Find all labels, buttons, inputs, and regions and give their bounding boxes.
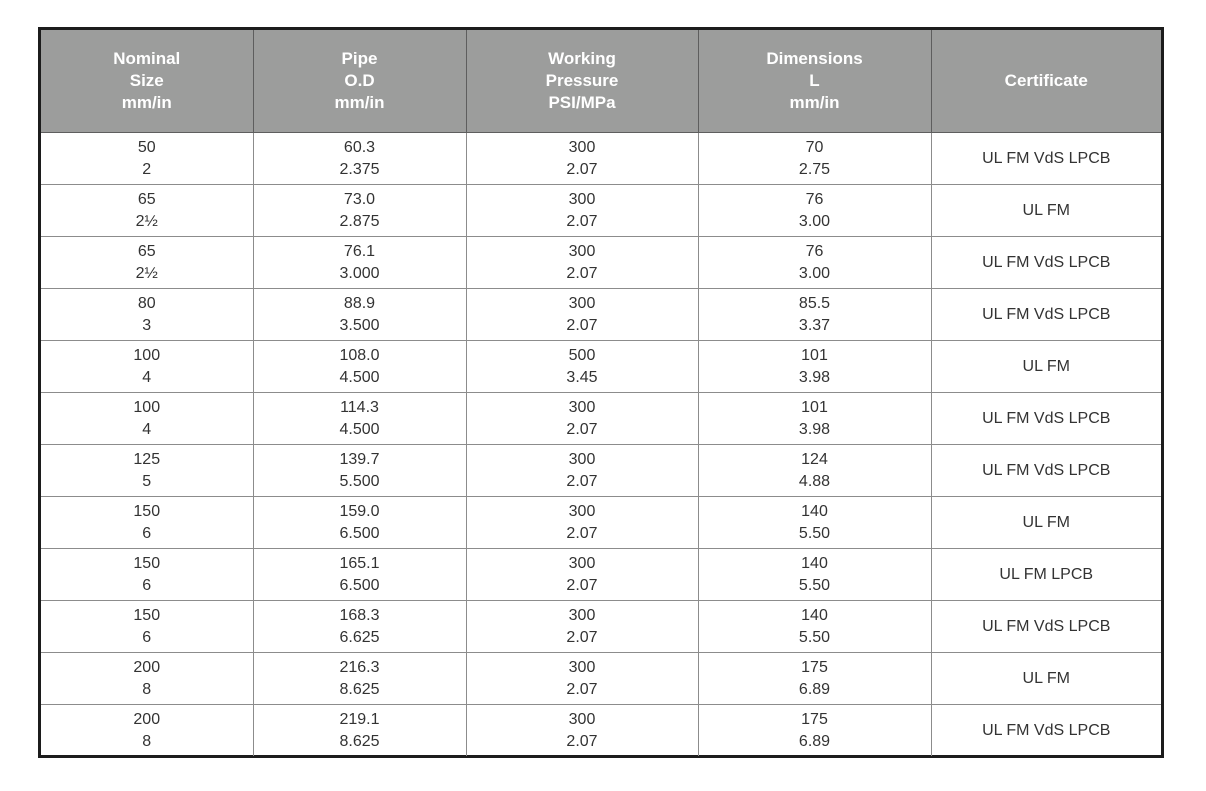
cell-working-pressure	[466, 653, 698, 705]
cell-working-pressure	[466, 601, 698, 653]
cell-nominal-size	[41, 497, 253, 549]
cell-working-pressure-mm: 300	[568, 138, 596, 156]
cell-working-pressure-in: 2.07	[566, 420, 598, 438]
cell-nominal-size-mm: 150	[133, 554, 161, 572]
cell-pipe-od	[253, 341, 466, 393]
cell-pipe-od-mm: 159.0	[339, 502, 380, 520]
cell-working-pressure-in: 2.07	[566, 160, 598, 178]
cell-working-pressure-in: 2.07	[566, 732, 598, 750]
cell-pipe-od-mm: 216.3	[339, 658, 380, 676]
cell-working-pressure-mm: 300	[568, 294, 596, 312]
cell-working-pressure-mm: 300	[568, 190, 596, 208]
cell-nominal-size-in: 6	[142, 524, 152, 542]
cell-working-pressure-in: 2.07	[566, 680, 598, 698]
cell-working-pressure	[466, 237, 698, 289]
header-row	[41, 30, 1161, 133]
cell-pipe-od	[253, 185, 466, 237]
specification-table-frame	[38, 27, 1164, 758]
cell-nominal-size	[41, 393, 253, 445]
table-row	[41, 393, 1161, 445]
cell-pipe-od-in: 2.875	[339, 212, 380, 230]
table-row	[41, 497, 1161, 549]
cell-pipe-od-in: 6.500	[339, 524, 380, 542]
cell-pipe-od	[253, 601, 466, 653]
cell-working-pressure-in: 2.07	[566, 472, 598, 490]
cell-pipe-od	[253, 237, 466, 289]
cell-working-pressure	[466, 341, 698, 393]
header-nominal-size-line-1: Nominal	[113, 49, 181, 68]
header-pipe-od-line-2: O.D	[344, 71, 375, 90]
cell-dimensions-in: 2.75	[798, 160, 831, 178]
cell-dimensions	[698, 289, 931, 341]
table-row	[41, 653, 1161, 705]
cell-dimensions	[698, 341, 931, 393]
table-row	[41, 237, 1161, 289]
cell-working-pressure-mm: 500	[568, 346, 596, 364]
header-nominal-size	[41, 30, 253, 133]
cell-working-pressure-mm: 300	[568, 502, 596, 520]
cell-nominal-size-mm: 65	[137, 242, 156, 260]
header-dimensions	[698, 30, 931, 133]
cell-dimensions-mm: 140	[801, 554, 828, 572]
cell-certificate: UL FM	[931, 653, 1161, 705]
cell-dimensions-in: 3.98	[798, 368, 831, 386]
cell-nominal-size	[41, 133, 253, 185]
cell-working-pressure-mm: 300	[568, 450, 596, 468]
header-dimensions-line-2: L	[809, 71, 820, 90]
cell-pipe-od-in: 6.500	[339, 576, 380, 594]
cell-working-pressure	[466, 549, 698, 601]
cell-nominal-size-in: 5	[142, 472, 152, 490]
cell-pipe-od-mm: 108.0	[339, 346, 380, 364]
table-row	[41, 133, 1161, 185]
cell-nominal-size-mm: 80	[137, 294, 156, 312]
cell-working-pressure	[466, 133, 698, 185]
header-dimensions-line-3: mm/in	[789, 93, 840, 112]
cell-pipe-od-mm: 73.0	[343, 190, 376, 208]
cell-pipe-od	[253, 393, 466, 445]
header-pipe-od	[253, 30, 466, 133]
cell-nominal-size-in: 8	[142, 732, 152, 750]
cell-working-pressure	[466, 185, 698, 237]
cell-pipe-od-mm: 165.1	[339, 554, 380, 572]
cell-certificate: UL FM	[931, 185, 1161, 237]
cell-nominal-size-mm: 200	[133, 658, 161, 676]
table-row	[41, 185, 1161, 237]
header-working-pressure-line-2: Pressure	[545, 71, 619, 90]
cell-certificate: UL FM VdS LPCB	[931, 601, 1161, 653]
cell-dimensions-in: 6.89	[798, 680, 831, 698]
cell-dimensions-in: 5.50	[798, 628, 831, 646]
cell-working-pressure-in: 3.45	[566, 368, 598, 386]
cell-nominal-size-mm: 100	[133, 346, 161, 364]
cell-nominal-size-in: 3	[142, 316, 152, 334]
specification-table	[41, 30, 1161, 756]
cell-nominal-size	[41, 549, 253, 601]
cell-dimensions	[698, 653, 931, 705]
cell-nominal-size-in: 6	[142, 576, 152, 594]
cell-dimensions-in: 3.37	[798, 316, 831, 334]
cell-nominal-size-mm: 150	[133, 502, 161, 520]
header-dimensions-line-1: Dimensions	[766, 49, 863, 68]
cell-pipe-od-mm: 219.1	[339, 710, 380, 728]
cell-dimensions	[698, 393, 931, 445]
cell-dimensions	[698, 133, 931, 185]
cell-pipe-od-mm: 88.9	[343, 294, 376, 312]
header-working-pressure-line-3: PSI/MPa	[548, 93, 616, 112]
cell-nominal-size	[41, 445, 253, 497]
cell-dimensions-in: 3.00	[798, 212, 831, 230]
cell-nominal-size-mm: 200	[133, 710, 161, 728]
table-row	[41, 289, 1161, 341]
cell-working-pressure	[466, 393, 698, 445]
cell-dimensions-in: 3.00	[798, 264, 831, 282]
cell-pipe-od-in: 3.500	[339, 316, 380, 334]
cell-pipe-od-mm: 114.3	[340, 398, 379, 416]
cell-nominal-size	[41, 289, 253, 341]
cell-pipe-od-mm: 76.1	[343, 242, 376, 260]
cell-pipe-od-in: 3.000	[339, 264, 380, 282]
header-pipe-od-line-1: Pipe	[341, 49, 378, 68]
cell-pipe-od	[253, 653, 466, 705]
cell-working-pressure	[466, 445, 698, 497]
cell-nominal-size-mm: 50	[137, 138, 156, 156]
cell-working-pressure-mm: 300	[568, 242, 596, 260]
cell-nominal-size	[41, 705, 253, 757]
cell-dimensions-in: 3.98	[798, 420, 831, 438]
cell-working-pressure-mm: 300	[568, 710, 596, 728]
cell-working-pressure	[466, 289, 698, 341]
cell-working-pressure	[466, 497, 698, 549]
cell-certificate: UL FM VdS LPCB	[931, 445, 1161, 497]
cell-nominal-size-in: 2	[142, 160, 152, 178]
cell-working-pressure-in: 2.07	[566, 628, 598, 646]
header-pipe-od-line-3: mm/in	[334, 93, 385, 112]
header-working-pressure-line-1: Working	[548, 49, 616, 68]
table-header	[41, 30, 1161, 133]
cell-working-pressure-in: 2.07	[566, 524, 598, 542]
cell-nominal-size-in: 8	[142, 680, 152, 698]
cell-dimensions-mm: 140	[801, 606, 828, 624]
cell-nominal-size	[41, 653, 253, 705]
cell-certificate: UL FM VdS LPCB	[931, 237, 1161, 289]
cell-dimensions-mm: 140	[801, 502, 828, 520]
cell-working-pressure-mm: 300	[568, 554, 596, 572]
cell-dimensions	[698, 185, 931, 237]
cell-dimensions-mm: 124	[801, 450, 828, 468]
cell-working-pressure-in: 2.07	[566, 264, 598, 282]
cell-working-pressure-in: 2.07	[566, 212, 598, 230]
cell-dimensions	[698, 601, 931, 653]
cell-nominal-size	[41, 237, 253, 289]
cell-dimensions-mm: 76	[805, 190, 824, 208]
header-nominal-size-line-3: mm/in	[121, 93, 172, 112]
cell-pipe-od-in: 5.500	[339, 472, 380, 490]
cell-nominal-size	[41, 341, 253, 393]
header-certificate-line-1: Certificate	[1004, 71, 1088, 90]
cell-nominal-size-mm: 125	[133, 450, 161, 468]
cell-dimensions	[698, 497, 931, 549]
table-row	[41, 549, 1161, 601]
cell-nominal-size-in: 2½	[135, 212, 158, 230]
cell-working-pressure-mm: 300	[568, 658, 596, 676]
header-working-pressure	[466, 30, 698, 133]
cell-nominal-size-mm: 65	[137, 190, 156, 208]
cell-pipe-od	[253, 289, 466, 341]
table-row	[41, 601, 1161, 653]
cell-pipe-od-mm: 60.3	[343, 138, 376, 156]
table-body	[41, 133, 1161, 757]
cell-dimensions	[698, 237, 931, 289]
cell-dimensions-mm: 70	[805, 138, 824, 156]
cell-working-pressure-mm: 300	[568, 606, 596, 624]
table-row	[41, 341, 1161, 393]
cell-nominal-size-mm: 100	[133, 398, 161, 416]
cell-working-pressure-in: 2.07	[566, 576, 598, 594]
cell-dimensions-in: 5.50	[798, 524, 831, 542]
table-row	[41, 705, 1161, 757]
cell-certificate: UL FM	[931, 341, 1161, 393]
cell-dimensions-in: 5.50	[798, 576, 831, 594]
cell-certificate: UL FM VdS LPCB	[931, 289, 1161, 341]
header-nominal-size-line-2: Size	[129, 71, 164, 90]
cell-dimensions-in: 6.89	[798, 732, 831, 750]
cell-certificate: UL FM	[931, 497, 1161, 549]
cell-pipe-od-mm: 139.7	[339, 450, 380, 468]
cell-pipe-od	[253, 497, 466, 549]
cell-pipe-od-in: 2.375	[339, 160, 380, 178]
cell-pipe-od-mm: 168.3	[339, 606, 380, 624]
cell-pipe-od-in: 8.625	[339, 680, 380, 698]
cell-pipe-od-in: 8.625	[339, 732, 380, 750]
cell-dimensions	[698, 549, 931, 601]
header-certificate	[931, 30, 1161, 133]
cell-certificate: UL FM VdS LPCB	[931, 705, 1161, 757]
cell-nominal-size-in: 4	[142, 368, 152, 386]
cell-pipe-od	[253, 133, 466, 185]
cell-pipe-od-in: 4.500	[339, 420, 380, 438]
cell-dimensions-mm: 85.5	[798, 294, 831, 312]
table-row	[41, 445, 1161, 497]
cell-nominal-size	[41, 185, 253, 237]
cell-dimensions-mm: 76	[805, 242, 824, 260]
cell-nominal-size	[41, 601, 253, 653]
cell-dimensions	[698, 705, 931, 757]
cell-pipe-od	[253, 705, 466, 757]
cell-nominal-size-in: 4	[142, 420, 152, 438]
cell-nominal-size-in: 2½	[135, 264, 158, 282]
cell-dimensions-mm: 175	[801, 658, 828, 676]
cell-nominal-size-mm: 150	[133, 606, 161, 624]
cell-pipe-od	[253, 549, 466, 601]
cell-pipe-od	[253, 445, 466, 497]
cell-dimensions	[698, 445, 931, 497]
cell-working-pressure-in: 2.07	[566, 316, 598, 334]
cell-certificate: UL FM VdS LPCB	[931, 393, 1161, 445]
cell-dimensions-in: 4.88	[798, 472, 831, 490]
cell-pipe-od-in: 4.500	[339, 368, 380, 386]
cell-dimensions-mm: 101	[801, 398, 828, 416]
cell-dimensions-mm: 101	[801, 346, 828, 364]
cell-nominal-size-in: 6	[142, 628, 152, 646]
cell-working-pressure	[466, 705, 698, 757]
cell-certificate: UL FM LPCB	[931, 549, 1161, 601]
cell-pipe-od-in: 6.625	[339, 628, 380, 646]
cell-dimensions-mm: 175	[801, 710, 828, 728]
cell-working-pressure-mm: 300	[568, 398, 596, 416]
cell-certificate: UL FM VdS LPCB	[931, 133, 1161, 185]
